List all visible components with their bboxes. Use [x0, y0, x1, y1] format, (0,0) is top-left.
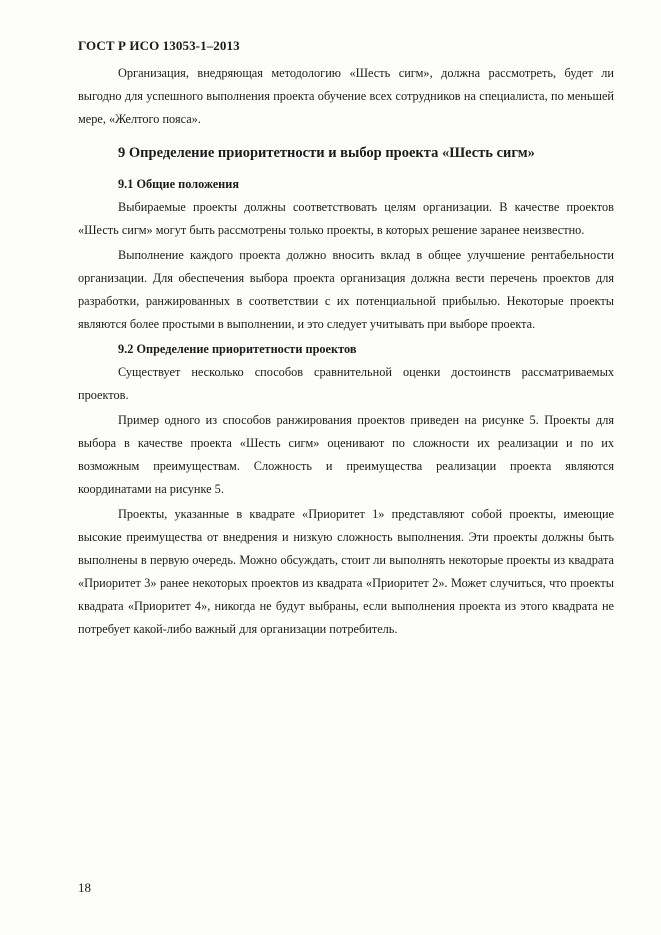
subsection-9-2-heading: 9.2 Определение приоритетности проектов: [118, 342, 357, 356]
paragraph-9-2-b: Пример одного из способов ранжирования проектов приведен на рисунке 5. Проекты для выбора в качестве проекта «Шесть сигм» оценивают по сложности их реализации и по их возможным преимуществам. Сложность и преимущества реализации проекта являются координатами на рисунке 5.: [78, 413, 614, 496]
page-number: 18: [78, 880, 91, 895]
document-body: [78, 62, 614, 643]
paragraph-9-1-a: Выбираемые проекты должны соответствовать целям организации. В качестве проектов «Шесть сигм» могут быть рассмотрены только проекты, в которых решение заранее неизвестно.: [78, 200, 614, 237]
paragraph-9-2-c: Проекты, указанные в квадрате «Приоритет 1» представляют собой проекты, имеющие высокие преимущества от внедрения и низкую сложность выполнения. Эти проекты должны быть выполнены в первую очередь. Можно обсуждать, стоит ли выполнять некоторые проекты из квадрата «Приоритет 3» ранее некоторых проектов из квадрата «Приоритет 2». Может случиться, что проекты квадрата «Приоритет 4», никогда не будут выбраны, если выполнения проекта из этого квадрата не потребует какой-либо важный для организации потребитель.: [78, 507, 614, 636]
paragraph-9-2-a: Существует несколько способов сравнительной оценки достоинств рассматриваемых проектов.: [78, 365, 614, 402]
intro-paragraph: Организация, внедряющая методологию «Шесть сигм», должна рассмотреть, будет ли выгодно для успешного выполнения проекта обучение всех сотрудников на специалиста, по меньшей мере, «Желтого пояса».: [78, 66, 614, 126]
section-9-heading: 9 Определение приоритетности и выбор проекта «Шесть сигм»: [118, 145, 535, 161]
paragraph-9-1-b: Выполнение каждого проекта должно вносить вклад в общее улучшение рентабельности организации. Для обеспечения выбора проекта организация должна вести перечень проектов для разработки, ранжированных в соответствии с их потенциальной прибылью. Некоторые проекты являются более простыми в выполнении, и это следует учитывать при выборе проекта.: [78, 248, 614, 331]
document-header: ГОСТ Р ИСО 13053-1–2013: [78, 38, 240, 53]
subsection-9-1-heading: 9.1 Общие положения: [118, 177, 240, 191]
